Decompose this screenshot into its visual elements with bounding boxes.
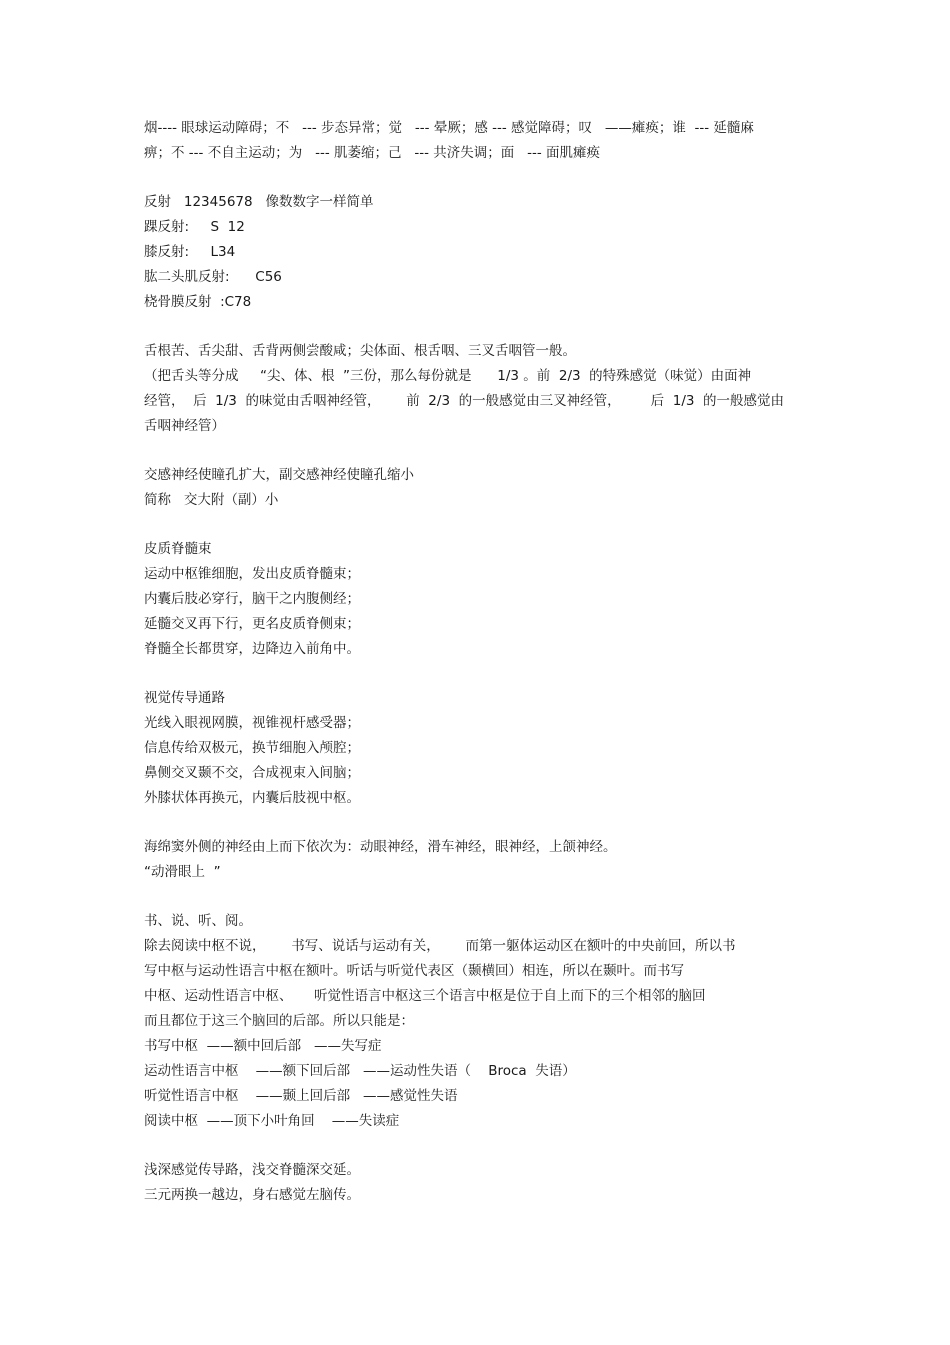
section-reflexes — [144, 190, 809, 315]
text-line: 除去阅读中枢不说， 书写、说话与运动有关， 而第一躯体运动区在额叶的中央前回，所以书 — [144, 938, 736, 954]
text-line: 书写中枢 ——额中回后部 ——失写症 — [144, 1038, 382, 1054]
section-corticospinal-tract — [144, 537, 809, 662]
text-line: 交感神经使瞳孔扩大，副交感神经使瞳孔缩小 — [144, 467, 414, 483]
text-line: 光线入眼视网膜，视锥视杆感受器； — [144, 715, 360, 731]
text-line: 经管， 后 1/3 的味觉由舌咽神经管， 前 2/3 的一般感觉由三叉神经管， 后 1/3 的一般感觉由 — [144, 393, 785, 409]
text-line: 简称 交大附（副）小 — [144, 492, 279, 508]
text-line: 海绵窦外侧的神经由上而下依次为：动眼神经，滑车神经，眼神经，上颌神经。 — [144, 839, 617, 855]
paragraph-gap — [144, 439, 809, 463]
section-heading: 视觉传导通路 — [144, 690, 225, 706]
text-line: 舌根苦、舌尖甜、舌背两侧尝酸咸；尖体面、根舌咽、三叉舌咽管一般。 — [144, 343, 576, 359]
text-line: 舌咽神经管） — [144, 418, 225, 434]
section-tongue-taste — [144, 339, 809, 439]
section-sensory-pathway — [144, 1158, 809, 1208]
paragraph-gap — [144, 315, 809, 339]
text-line: 桡骨膜反射 :C78 — [144, 294, 252, 310]
text-line: 中枢、运动性语言中枢、 听觉性语言中枢这三个语言中枢是位于自上而下的三个相邻的脑回 — [144, 988, 706, 1004]
section-pupil — [144, 463, 809, 513]
text-line: 浅深感觉传导路，浅交脊髓深交延。 — [144, 1162, 360, 1178]
paragraph-gap — [144, 662, 809, 686]
text-line: 鼻侧交叉颞不交，合成视束入间脑； — [144, 765, 360, 781]
text-line: 烟---- 眼球运动障碍；不 --- 步态异常；觉 --- 晕厥；感 --- 感觉障碍；叹 ——瘫痪；谁 --- 延髓麻 — [144, 120, 754, 136]
text-line: 延髓交叉再下行，更名皮质脊侧束； — [144, 616, 360, 632]
text-line: 膝反射: L34 — [144, 244, 236, 260]
paragraph-gap — [144, 166, 809, 190]
section-heading: 皮质脊髓束 — [144, 541, 212, 557]
text-line: 信息传给双极元，换节细胞入颅腔； — [144, 740, 360, 756]
text-line: “动滑眼上 ” — [144, 864, 221, 880]
text-line: 而且都位于这三个脑回的后部。所以只能是： — [144, 1013, 414, 1029]
text-line: 写中枢与运动性语言中枢在额叶。听话与听觉代表区（颞横回）相连，所以在颞叶。而书写 — [144, 963, 684, 979]
text-line: 运动中枢锥细胞，发出皮质脊髓束； — [144, 566, 360, 582]
text-line: （把舌头等分成 “尖、体、根 ”三份，那么每份就是 1/3 。前 2/3 的特殊感觉（味觉）由面神 — [144, 368, 752, 384]
paragraph-gap — [144, 1134, 809, 1158]
text-line: 三元两换一越边，身右感觉左脑传。 — [144, 1187, 360, 1203]
paragraph-gap — [144, 513, 809, 537]
text-line: 运动性语言中枢 ——额下回后部 ——运动性失语（ Broca 失语） — [144, 1063, 576, 1079]
text-line: 反射 12345678 像数数字一样简单 — [144, 194, 374, 210]
text-line: 踝反射: S 12 — [144, 219, 245, 235]
text-line: 外膝状体再换元，内囊后肢视中枢。 — [144, 790, 360, 806]
text-line: 书、说、听、阅。 — [144, 913, 252, 929]
paragraph-gap — [144, 811, 809, 835]
text-line: 痹；不 --- 不自主运动；为 --- 肌萎缩；己 --- 共济失调；面 --- 面肌瘫痪 — [144, 145, 601, 161]
section-cavernous-sinus — [144, 835, 809, 885]
paragraph-gap — [144, 885, 809, 909]
text-line: 脊髓全长都贯穿，边降边入前角中。 — [144, 641, 360, 657]
section-visual-pathway — [144, 686, 809, 811]
text-line: 听觉性语言中枢 ——颞上回后部 ——感觉性失语 — [144, 1088, 458, 1104]
document-page — [144, 116, 809, 1208]
text-line: 内囊后肢必穿行，脑干之内腹侧经； — [144, 591, 360, 607]
text-line: 肱二头肌反射: C56 — [144, 269, 282, 285]
section-language-centers — [144, 909, 809, 1134]
section-cranial-nerve-mnemonic — [144, 116, 809, 166]
text-line: 阅读中枢 ——顶下小叶角回 ——失读症 — [144, 1113, 400, 1129]
